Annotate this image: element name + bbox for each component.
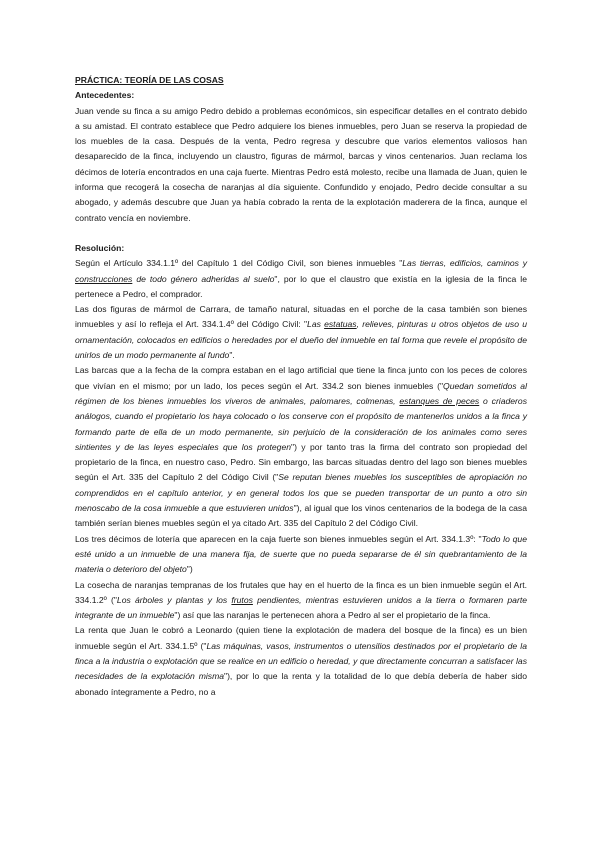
legal-quote: Quedan sometidos al régimen de los bienes inmuebles los viveros de animales, palomares, colmenas, xyxy=(75,380,527,406)
text-run: "), por lo que la renta y la totalidad de lo que debía debería de haber sido abonado íntegramente a Pedro, no a xyxy=(75,671,527,697)
resolucion-paragraph-loteria xyxy=(75,532,527,578)
resolucion-paragraph-naranjas xyxy=(75,578,527,624)
text-run: ". xyxy=(229,350,235,361)
text-run: La cosecha de naranjas tempranas de los frutales que hay en el huerto de la finca es un bien inmueble según el Art. 334.1.2º (" xyxy=(75,579,527,605)
legal-quote-underlined: frutos xyxy=(231,594,253,605)
legal-quote: pendientes, mientras estuvieren unidos a la tierra o formaren parte integrante de un inmueble xyxy=(75,594,527,621)
resolucion-heading: Resolución: xyxy=(75,242,125,253)
text-run: ", por lo que el claustro que existía en la iglesia de la finca le pertenece a Pedro, el comprador. xyxy=(75,273,527,299)
text-run: ") xyxy=(186,564,193,575)
legal-quote: , relieves, pinturas u otros objetos de uso u ornamentación, colocados en edificios o heredades por el dueño del inmueble en tal forma que revele el propósito de unirlos de un modo permanente al fundo xyxy=(75,319,527,361)
legal-quote: Todo lo que esté unido a un inmueble de una manera fija, de suerte que no pueda separarse de él sin quebrantamiento de la materia o deterioro del objeto xyxy=(75,533,527,575)
resolucion-paragraph-claustro xyxy=(75,256,527,302)
text-run: Según el Artículo 334.1.1º del Capítulo 1 del Código Civil, son bienes inmuebles " xyxy=(75,258,403,269)
legal-quote-underlined: estanques de peces xyxy=(399,395,480,406)
legal-quote-underlined: estatuas xyxy=(324,319,357,330)
text-run: "), al igual que los vinos centenarios de la bodega de la casa también serían bienes muebles según el ya citado Art. 335 del Capítulo 2 del Código Civil. xyxy=(75,503,527,529)
text-run: ") así que las naranjas le pertenecen ahora a Pedro al ser el propietario de la finca. xyxy=(174,610,491,621)
legal-quote: Las xyxy=(307,319,325,330)
legal-quote: Los árboles y plantas y los xyxy=(116,594,232,605)
resolucion-paragraph-estatuas xyxy=(75,302,527,363)
legal-quote: de todo género adheridas al suelo xyxy=(132,273,275,284)
text-run: La renta que Juan le cobró a Leonardo (quien tiene la explotación de madera del bosque de la finca) es un bien inmueble según el Art. 334.1.5º (" xyxy=(75,625,527,651)
antecedentes-paragraph: Juan vende su finca a su amigo Pedro debido a problemas económicos, sin especificar detalles en el contrato debido a su amistad. El contrato establece que Pedro adquiere los bienes inmuebles, pero Juan se reserva la propiedad de los muebles de la casa. Después de la venta, Pedro regresa y descubre que varios elementos valiosos han desaparecido de la finca, incluyendo un claustro, figuras de mármol, barcas y vinos centenarios. Juan reclama los décimos de lotería encontrados en una caja fuerte. Mientras Pedro está molesto, recibe una llamada de Juan, quien le informa que recogerá la cosecha de naranjas al día siguiente. Confundido y enojado, Pedro decide consultar a su abogado, y además descubre que Juan ya había cobrado la renta de la explotación maderera de la finca, aunque el contrato vencía en noviembre. xyxy=(75,105,527,223)
antecedentes-heading: Antecedentes: xyxy=(75,90,135,101)
legal-quote: o criaderos análogos, cuando el propietario los haya colocado o los conserve con el propósito de mantenerlos unidos a la finca y formando parte de ella de un modo permanente, sin perjuicio de la consideración de los animales como seres sintientes y de las leyes especiales que los protegen xyxy=(75,395,527,452)
text-run: Los tres décimos de lotería que aparecen en la caja fuerte son bienes inmuebles según el Art. 334.1.3º: " xyxy=(75,533,482,544)
document-title: PRÁCTICA: TEORÍA DE LAS COSAS xyxy=(75,75,224,85)
text-run: Las barcas que a la fecha de la compra estaban en el lago artificial que tiene la finca junto con los peces de colores que vivían en el mismo; por un lado, los peces según el Art. 334.2 son bienes inmuebles (" xyxy=(75,365,527,391)
legal-quote: Las máquinas, vasos, instrumentos o utensilios destinados por el propietario de la finca a la industria o explotación que se realice en un edificio o heredad, y que directamente concurran a satisfacer las necesidades de la explotación misma xyxy=(75,640,527,682)
resolucion-paragraph-renta xyxy=(75,623,527,699)
legal-quote: Se reputan bienes muebles los susceptibles de apropiación no comprendidos en el capítulo anterior, y en general todos los que se pueden transportar de un punto a otro sin menoscabo de la cosa inmueble a que estuvieren unidos xyxy=(75,472,527,514)
section-spacer xyxy=(75,226,527,241)
text-run: Las dos figuras de mármol de Carrara, de tamaño natural, situadas en el porche de la casa también son bienes inmuebles y así lo refleja el Art. 334.1.4º del Código Civil: " xyxy=(75,304,527,330)
text-run: ") y por tanto tras la firma del contrato son propiedad del propietario de la finca, en nuestro caso, Pedro. Sin embargo, las barcas situadas dentro del lago son bienes muebles según el Art. 335 del Capítulo 2 del Código Civil (" xyxy=(75,441,527,483)
resolucion-paragraph-barcas-peces xyxy=(75,363,527,531)
document-page xyxy=(75,73,527,700)
legal-quote: Las tierras, edificios, caminos y xyxy=(402,258,527,269)
legal-quote-underlined: construcciones xyxy=(75,273,133,284)
